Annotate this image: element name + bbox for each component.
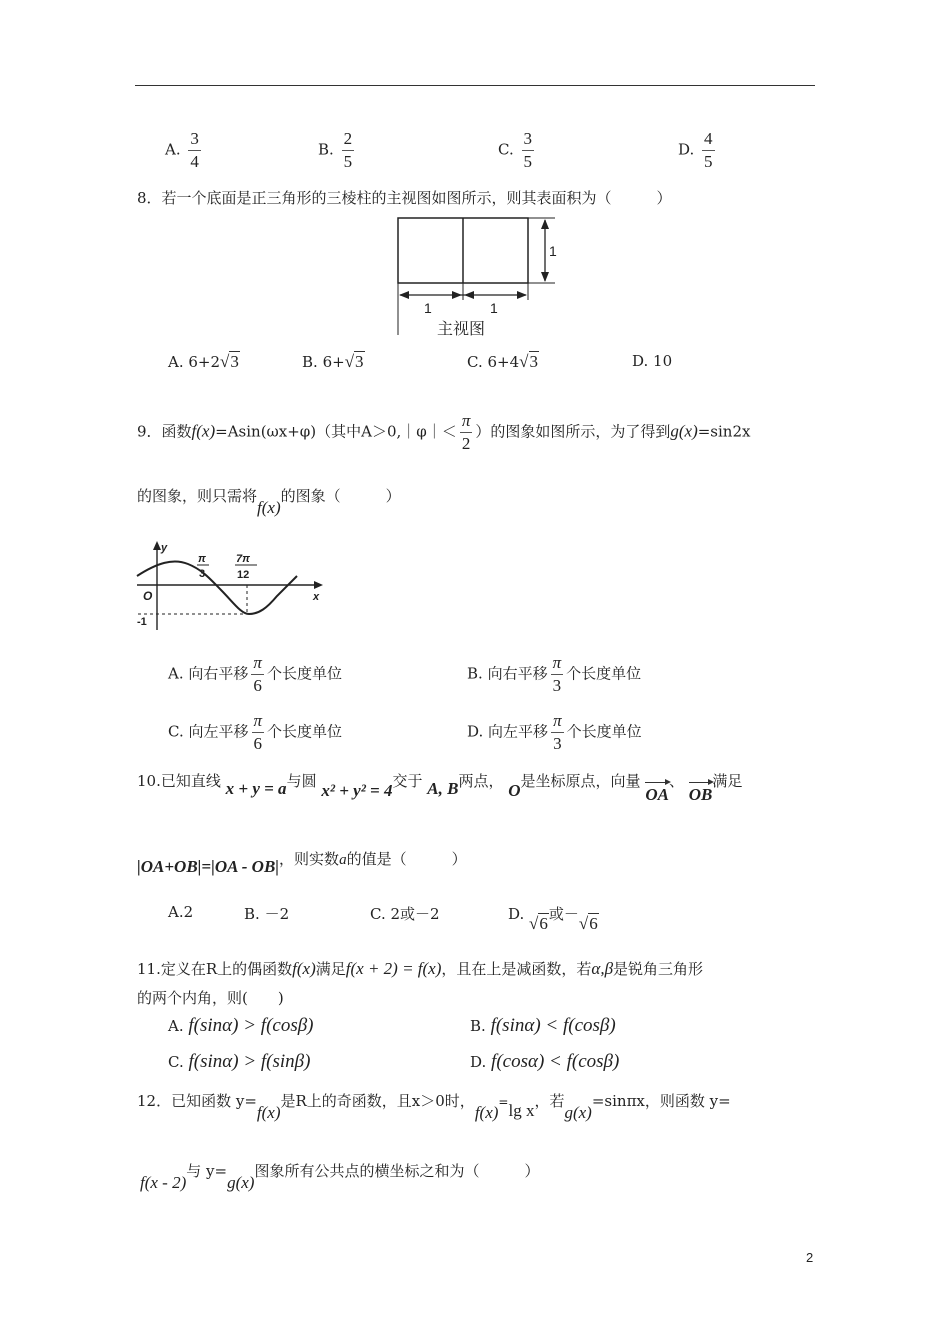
- q10-option-b: B. －2: [244, 905, 290, 923]
- q9-option-c: C. 向左平移 $\frac{\pi}{6}$ 个长度单位: [168, 711, 343, 753]
- q10-option-a: A.2: [168, 903, 194, 921]
- q8-option-c: C. 6+4√3: [467, 352, 538, 371]
- q10-stem-line2: |OA+OB|=|OA - OB|，则实数a的值是（ ）: [137, 850, 467, 876]
- sine-curve: [137, 561, 297, 614]
- q9-stem-line1: 9．函数f(x)=Asin(ωx+φ)（其中A＞0,｜φ｜＜ $\frac{\pi}{2}$ ）的图象如图所示，为了得到g(x)=sin2x: [137, 411, 751, 453]
- q7-option-d: D. $\frac{4}{5}$: [678, 129, 713, 171]
- y-axis-label: y: [161, 542, 168, 554]
- q9-stem-line2: 的图象，则只需将f(x)的图象（ ）: [137, 487, 401, 517]
- q9-option-a: A. 向右平移 $\frac{\pi}{6}$ 个长度单位: [168, 653, 342, 695]
- svg-text:7π: 7π: [236, 553, 250, 565]
- q8-option-b: B. 6+√3: [302, 352, 364, 371]
- width-label-right: 1: [490, 300, 498, 316]
- q8-option-a: A. 6+2√3: [168, 352, 239, 371]
- q8-option-d: D. 10: [632, 352, 673, 370]
- svg-text:12: 12: [237, 569, 250, 581]
- figure-caption: 主视图: [437, 321, 486, 338]
- q11-option-d: D. f(cosα) < f(cosβ): [470, 1051, 620, 1072]
- q11-stem-line2: 的两个内角，则( ): [137, 989, 284, 1007]
- header-rule: [135, 85, 815, 86]
- width-label-left: 1: [424, 300, 432, 316]
- q9-sine-graph: [135, 538, 330, 633]
- q10-option-d: D. √6或－√6: [508, 905, 598, 933]
- page-number: 2: [806, 1250, 814, 1265]
- svg-text:3: 3: [199, 568, 206, 580]
- q7-option-c: C. $\frac{3}{5}$: [498, 129, 532, 171]
- q9-option-d: D. 向左平移 $\frac{\pi}{3}$ 个长度单位: [467, 711, 642, 753]
- min-label: -1: [137, 616, 147, 628]
- q11-stem-line1: 11.定义在R上的偶函数f(x)满足f(x + 2) = f(x)，且在上是减函数，若α,β是锐角三角形: [137, 959, 704, 978]
- q10-stem-line1: 10.已知直线 x + y = a与圆 x² + y² = 4交于 A, B两点， O是坐标原点，向量 OA、 OB满足: [137, 772, 743, 804]
- x-axis-label: x: [313, 591, 320, 603]
- q11-option-a: A. f(sinα) > f(cosβ): [168, 1015, 314, 1036]
- q7-option-b: B. $\frac{2}{5}$: [318, 129, 353, 171]
- q10-option-c: C. 2或－2: [370, 905, 440, 923]
- q11-option-c: C. f(sinα) > f(sinβ): [168, 1051, 311, 1072]
- origin-label: O: [143, 589, 153, 603]
- q7-option-a: A. $\frac{3}{4}$: [165, 129, 199, 171]
- q8-stem: 8．若一个底面是正三角形的三棱柱的主视图如图所示，则其表面积为（ ）: [137, 189, 672, 207]
- q12-stem-line1: 12．已知函数 y=f(x)是R上的奇函数，且x＞0时，f(x)=lg x，若g(x)=sinπx，则函数 y=: [137, 1092, 731, 1122]
- height-label: 1: [549, 243, 557, 259]
- front-view-figure: [390, 210, 570, 345]
- q9-option-b: B. 向右平移 $\frac{\pi}{3}$ 个长度单位: [467, 653, 642, 695]
- q11-option-b: B. f(sinα) < f(cosβ): [470, 1015, 616, 1036]
- svg-text:π: π: [198, 553, 206, 565]
- q12-stem-line2: f(x - 2)与 y=g(x)图象所有公共点的横坐标之和为（ ）: [140, 1162, 540, 1192]
